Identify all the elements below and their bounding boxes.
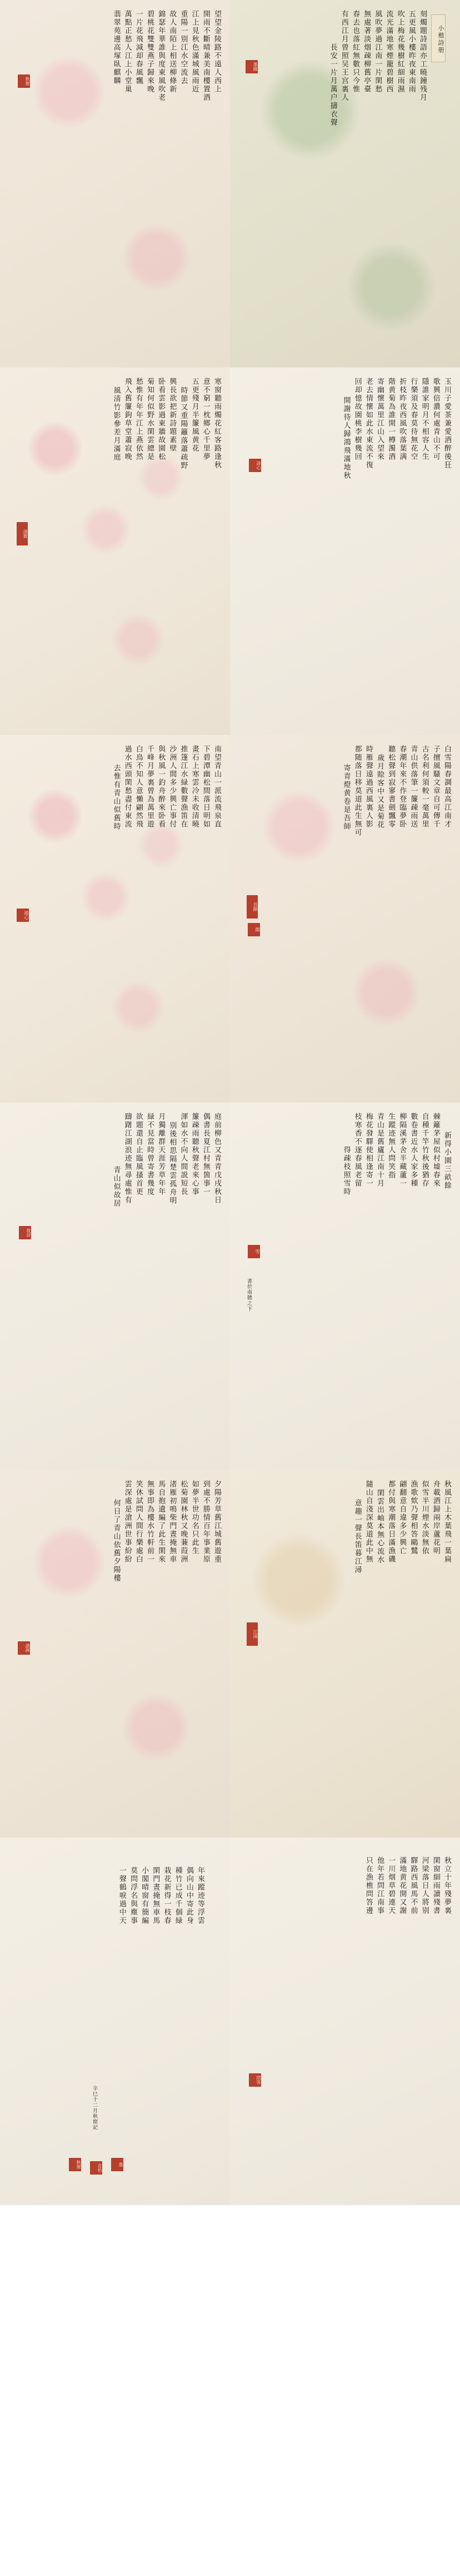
album-leaf [0, 368, 230, 735]
text-column: 都随落日移莫道此生無可 [353, 745, 362, 837]
text-column: 風清竹影參差月滿庭 [112, 386, 121, 461]
text-column: 新得小園三畝餘 [443, 1131, 451, 1190]
text-column: 有西江月曾照吴王宫裏人 [339, 10, 348, 102]
text-column: 都付與寒潮落日滿漁磯 [387, 1480, 396, 1564]
text-column: 笑休試問人間行樂處白 [134, 1480, 143, 1564]
text-column: 春去也落紅無數只今惟 [351, 10, 360, 93]
text-column: 枝寒香不逐春風老留 [353, 1113, 362, 1188]
album-spread [0, 1838, 460, 2205]
text-column: 小閣晴窗有簡編 [140, 1867, 149, 1925]
inscription-signature: 書於南牕之下 [246, 1278, 252, 1312]
text-column-group [111, 744, 222, 1094]
text-column: 秋風江上木葉飛一葉扁 [443, 1480, 451, 1564]
text-column: 夕陽芳草舊江城舊遊重 [213, 1480, 221, 1564]
text-column: 聽松聲到寂寥書劍飄零 [387, 745, 396, 828]
text-column: 刻燭題詩語亦工曉鐘残月 [418, 10, 427, 102]
seal-stamp: 故居 [19, 1226, 31, 1239]
text-column: 隨山自淺深莫道此中無 [364, 1480, 373, 1564]
seal-stamp: 江潯 [247, 1622, 258, 1646]
text-column-group [111, 1479, 222, 1829]
text-column: 沙洲人間多少興亡事付 [168, 745, 177, 828]
text-column: 到處不勝情百年事業原 [201, 1480, 210, 1564]
text-column-group [117, 1847, 206, 2196]
text-column: 故人南陌上相送柳條新 [168, 10, 177, 93]
text-column-group [341, 744, 452, 1094]
album-leaf [230, 1838, 460, 2205]
text-column-group [111, 1111, 222, 1461]
text-column: 莫問浮名與塵事 [129, 1867, 138, 1925]
text-column: 欲題還自止臨風搔首更 [134, 1113, 143, 1196]
inscription-signature: 辛巳十二月秋窗記 [92, 2086, 97, 2130]
text-column-group [363, 1847, 452, 2196]
text-column: 流光滿地寒煙籠碧樹西 [384, 10, 393, 93]
text-column: 閑窗細雨讀殘書 [431, 1857, 440, 1915]
text-column: 飛入舊簾鉤草堂蕭寂晚 [123, 378, 132, 461]
text-column: 春潮年來不作登臨夢卧 [398, 745, 407, 828]
seal-stamp: 秋窗 [18, 75, 30, 88]
text-column: 過水西頭閑愁盡付東流 [123, 745, 132, 828]
text-column: 階黄菊為誰開一樽濁酒 [387, 378, 396, 461]
text-column: 千峰月夢裏曾為萬里遊 [146, 745, 154, 828]
text-column: 菊知何似野水閑雲總是 [146, 378, 154, 461]
text-column: 玉川子愛茶兼愛酒醉後狂 [443, 378, 451, 469]
text-column: 意不窮一枕鄉心千里夢 [201, 378, 210, 461]
text-column: 青山是舊廬江南十月 [376, 1113, 384, 1188]
album-leaf [230, 1103, 460, 1470]
text-column: 舟載酒歸兩岸蘆花明 [431, 1480, 440, 1555]
text-column: 别後相思隔楚雲孤舟明 [168, 1121, 177, 1205]
text-column-group [328, 9, 428, 359]
text-column: 江上見秋色滿城風雨近 [190, 10, 199, 93]
text-column: 如夢半世功名只此生 [190, 1480, 199, 1555]
text-column: 萬點正愁人江上小堂巢 [123, 10, 132, 93]
text-column: 去惟有青山似舊時 [112, 764, 121, 831]
text-column: 與秋風一釣舟醉來卧看 [157, 745, 166, 828]
text-column: 雲深處是滄洲世事紛紛 [123, 1480, 132, 1564]
seal-stamp: 吾師 [247, 895, 258, 919]
seal-stamp: 遊心 [17, 909, 29, 922]
text-column: 他年若問江南事 [376, 1857, 384, 1915]
seal-stamp: 雪 [248, 1245, 260, 1258]
text-column: 寄幽懷萬里江山入望來 [376, 378, 384, 461]
text-column: 生蹤迹無人問笑指 [387, 1113, 396, 1179]
text-column: 寒窗聽雨燭花紅客路逢秋 [213, 378, 221, 469]
text-column: 愁惟有年年江上燕依然 [134, 378, 143, 461]
album-title-label: 小楷詩册 [431, 14, 446, 62]
text-column: 風吹夢過江南一片閑愁 [373, 10, 382, 93]
text-column: 隱誰家明月不相容人生 [420, 378, 429, 461]
seal-stamp: 詩心 [249, 459, 261, 472]
text-column: 時雁聲遠過西風裏人影 [364, 745, 373, 828]
text-column: 歌興倍濃何處青山不可 [431, 378, 440, 461]
seal-stamp: 墨緣 [246, 60, 258, 73]
text-column: 老去情懷如此水東流不復 [364, 378, 373, 469]
album-spread [0, 0, 460, 368]
text-column: 滿地黄花開又謝 [398, 1857, 407, 1915]
text-column: 五更風小樓昨夜東南雨 [407, 10, 416, 93]
text-column: 卧看雲影過東牆故園松 [157, 378, 166, 461]
album-spread [0, 368, 460, 735]
text-column: 秋立十年殘夢裏 [443, 1857, 451, 1915]
text-column: 下碧潭幽松間落日明如 [201, 745, 210, 828]
text-column: 無事即為樓水竹軒前一 [146, 1480, 154, 1564]
text-column: 柳隔溪茅舍半藏蘆一 [398, 1113, 407, 1188]
text-column-group [341, 1111, 452, 1461]
text-column: 一聲鶴唳過中天 [117, 1867, 126, 1925]
text-column: 翩翻意自違多少興亡 [398, 1480, 407, 1555]
text-column: 青山供落筆一簾疎雨送 [409, 745, 418, 828]
text-column: 馬自抱遺編了此生閑來 [157, 1480, 166, 1564]
text-column: 時節又重陽籬落蕭疏野 [179, 386, 188, 470]
text-column: 吹上梅花幾樹紅細雨濕 [396, 10, 404, 93]
text-column: 松菊園林秋又晚蒹葭洲 [179, 1480, 188, 1564]
text-column: 閑雲出岫本無心流水 [376, 1489, 384, 1564]
album-leaf [0, 1103, 230, 1470]
text-column: 開雨不斷晴兼美南樓置酒 [201, 10, 210, 102]
text-column: 開謝待人歸鴻飛滿地秋 [342, 396, 351, 480]
album-leaf [0, 1838, 230, 2205]
text-column: 畫石上寒雲冷未收清曉 [190, 745, 199, 828]
seal-stamp: 問答 [249, 2073, 261, 2087]
text-column: 梅花發驛使相逢寄一 [364, 1113, 373, 1188]
text-column: 白鳥不知人意懶翩然飛 [134, 745, 143, 828]
text-column: 自種千竿竹秋後猶存 [420, 1113, 429, 1188]
text-column: 庭前柳色又青青戊戌秋日 [213, 1113, 221, 1204]
album-leaf [230, 735, 460, 1103]
text-column: 行樂須及春莫待無花空 [409, 378, 418, 461]
text-column-group [352, 1479, 452, 1829]
text-column: 年來蹤迹等浮雲 [196, 1867, 204, 1925]
text-column: 驛路西風馬不前 [409, 1857, 418, 1915]
text-column: 子擅風騷文章自可傳千 [431, 745, 440, 828]
text-column: 漁歌欸乃聲相答鷗鷺 [409, 1480, 418, 1555]
album-leaf [0, 1470, 230, 1838]
album-leaf [0, 735, 230, 1103]
text-column: 五更殘月半簾風黄花 [190, 378, 199, 453]
text-column: 長安一片月萬户擣衣聲 [328, 43, 337, 127]
text-column: 似雪半川煙水淡無依 [420, 1480, 429, 1555]
text-column-group [341, 376, 452, 726]
text-column: 數卷書近水人家多種 [409, 1113, 418, 1188]
text-column: 白雪陽春調最高江南才 [443, 745, 451, 828]
text-column: 無處著淡烟疎柳舊亭臺 [362, 10, 371, 93]
text-column: 寄青燈黄卷是吾師 [342, 764, 351, 831]
text-column: 得疎枝照雪時 [342, 1146, 351, 1196]
text-column: 望望金陵路不遠人西上 [213, 10, 221, 93]
album-leaf [230, 0, 460, 368]
seal-stamp: 自怡 [90, 2161, 102, 2175]
text-column: 一片花飛減却春風飄 [134, 10, 143, 85]
text-column: 興長欲把新詩題素壁 [168, 378, 177, 453]
seal-stamp: 滄洲 [18, 1641, 30, 1655]
album-leaf [230, 368, 460, 735]
text-column: 南望青山一派流飛泉直 [213, 745, 221, 828]
seal-stamp: 秋窗 [69, 2158, 81, 2171]
text-column: 折枝昨夜西風吹落葉满 [398, 378, 407, 461]
album-spread [0, 1470, 460, 1838]
text-column-group [111, 376, 222, 726]
text-column: 青山似故居 [112, 1166, 121, 1208]
text-column: 棘籬茅屋似村墟春來 [431, 1113, 440, 1188]
text-column: 何日了青山依舊夕陽樓 [112, 1499, 121, 1582]
seal-stamp: 墨 [111, 2158, 123, 2171]
album-spread [0, 1103, 460, 1470]
text-column: 栽花新得一枝春 [162, 1867, 171, 1925]
text-column: 錦瑟年華誰與度東風吹老 [157, 10, 166, 102]
text-column: 河梁落日人將别 [420, 1857, 429, 1915]
text-column: 碧桃花雙雙燕子歸來晚 [146, 10, 154, 93]
text-column: 渾如水不向人間説短長 [179, 1113, 188, 1196]
text-column: 推篷江水緑數聲漁笛在 [179, 745, 188, 828]
text-column: 回却憶故園桃李樹幾回 [353, 378, 362, 461]
text-column: 渚雁初鳴柴門晝掩無車 [168, 1480, 177, 1564]
text-column: 月獨離群天涯芳草年年 [157, 1113, 166, 1196]
text-column: 偶向山中寄此身 [184, 1867, 193, 1925]
text-column: 緑不見當時曾寄書幾度 [146, 1113, 154, 1196]
text-column: 偶書長夏江村無箇事一 [201, 1113, 210, 1196]
album-spread [0, 735, 460, 1103]
album-leaf [0, 0, 230, 368]
seal-stamp: 閑 [248, 923, 260, 936]
album-leaf [230, 1470, 460, 1838]
text-column: 一川烟草碧連天 [387, 1857, 396, 1915]
text-column: 意趣一聲長笛暮江潯 [353, 1499, 362, 1574]
text-column: 只在漁樵問答邊 [364, 1857, 373, 1915]
text-column: 種竹已成千個緑 [173, 1867, 182, 1925]
seal-stamp: 清賞 [17, 522, 28, 545]
text-column: 歲月賒客中又是菊花 [376, 754, 384, 829]
text-column: 閑門晝掩無車馬 [151, 1867, 160, 1925]
text-column: 翡翠苑邊高塚臥麒麟 [112, 10, 121, 85]
text-column: 重陽一别江水空流去 [179, 10, 188, 85]
text-column: 躊躇江湖浪迹無尋處惟有 [123, 1113, 132, 1204]
text-column: 簾疎雨聽秋聲老來心事 [190, 1113, 199, 1196]
text-column: 古名利何須較一毫萬里 [420, 745, 429, 828]
text-column-group [111, 9, 222, 359]
